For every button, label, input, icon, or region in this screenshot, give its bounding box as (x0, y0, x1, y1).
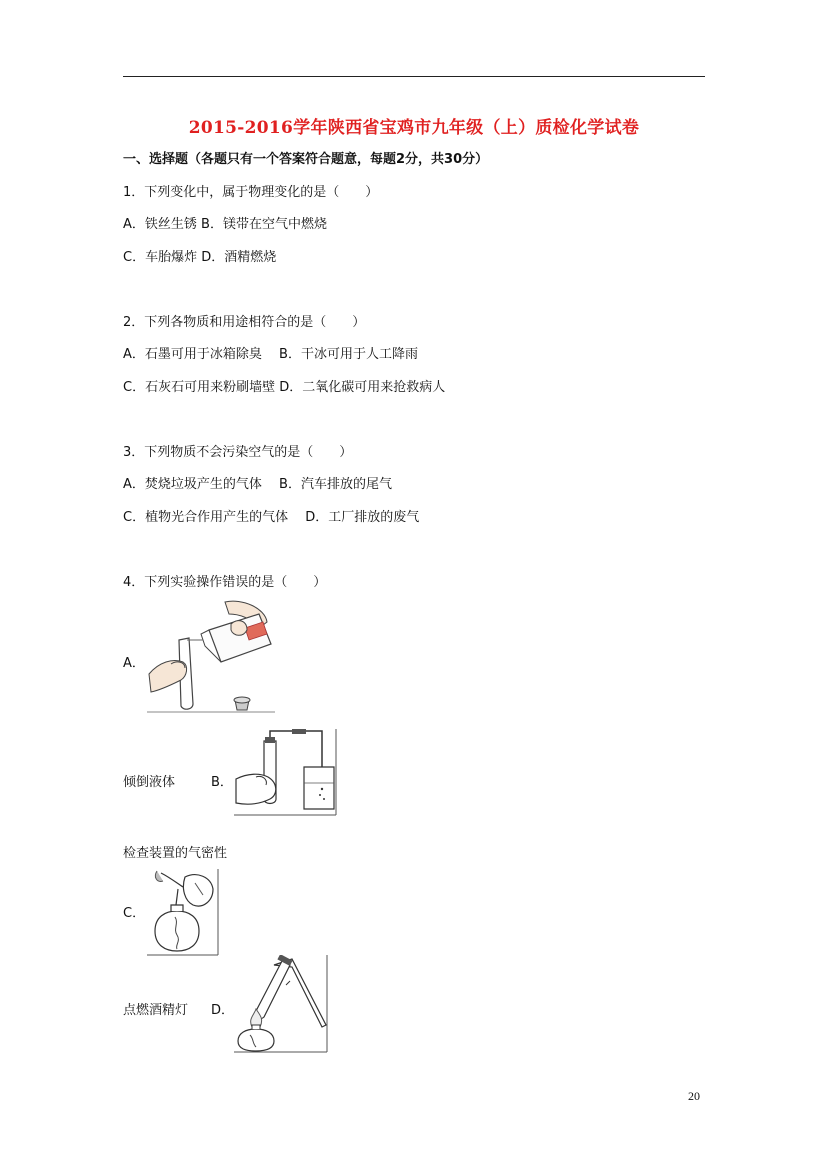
airtightness-check-figure (234, 729, 339, 817)
question-1-stem: 1．下列变化中，属于物理变化的是（ ） (123, 185, 379, 200)
exam-title: 2015-2016学年陕西省宝鸡市九年级（上）质检化学试卷 (188, 118, 640, 138)
question-3-options-ab: A．焚烧垃圾产生的气体 B．汽车排放的尾气 (123, 477, 392, 492)
lighting-alcohol-lamp-figure (147, 869, 221, 957)
section-heading: 一、选择题（各题只有一个答案符合题意，每题2分，共30分） (123, 152, 489, 167)
question-4-stem: 4．下列实验操作错误的是（ ） (123, 575, 327, 590)
caption-c: 点燃酒精灯 (123, 1003, 189, 1018)
option-c-label: C． (123, 906, 146, 921)
caption-b: 检查装置的气密性 (123, 846, 228, 861)
question-2-options-ab: A．石墨可用于冰箱除臭 B．干冰可用于人工降雨 (123, 347, 418, 362)
option-d-label: D． (211, 1003, 235, 1018)
question-1-options-cd: C．车胎爆炸 D．酒精燃烧 (123, 250, 277, 265)
caption-a: 倾倒液体 (123, 775, 176, 790)
heating-test-tube-figure (234, 955, 330, 1055)
pouring-liquid-figure (147, 600, 277, 715)
question-2-options-cd: C．石灰石可用来粉刷墙壁 D．二氧化碳可用来抢救病人 (123, 380, 446, 395)
question-2-stem: 2．下列各物质和用途相符合的是（ ） (123, 315, 366, 330)
header-rule (123, 76, 705, 77)
option-b-label: B． (211, 775, 233, 790)
page-number: 20 (688, 1089, 700, 1103)
option-a-label: A． (123, 656, 145, 671)
question-3-stem: 3．下列物质不会污染空气的是（ ） (123, 445, 353, 460)
question-1-options-ab: A．铁丝生锈 B．镁带在空气中燃烧 (123, 217, 327, 232)
question-3-options-cd: C．植物光合作用产生的气体 D．工厂排放的废气 (123, 510, 420, 525)
